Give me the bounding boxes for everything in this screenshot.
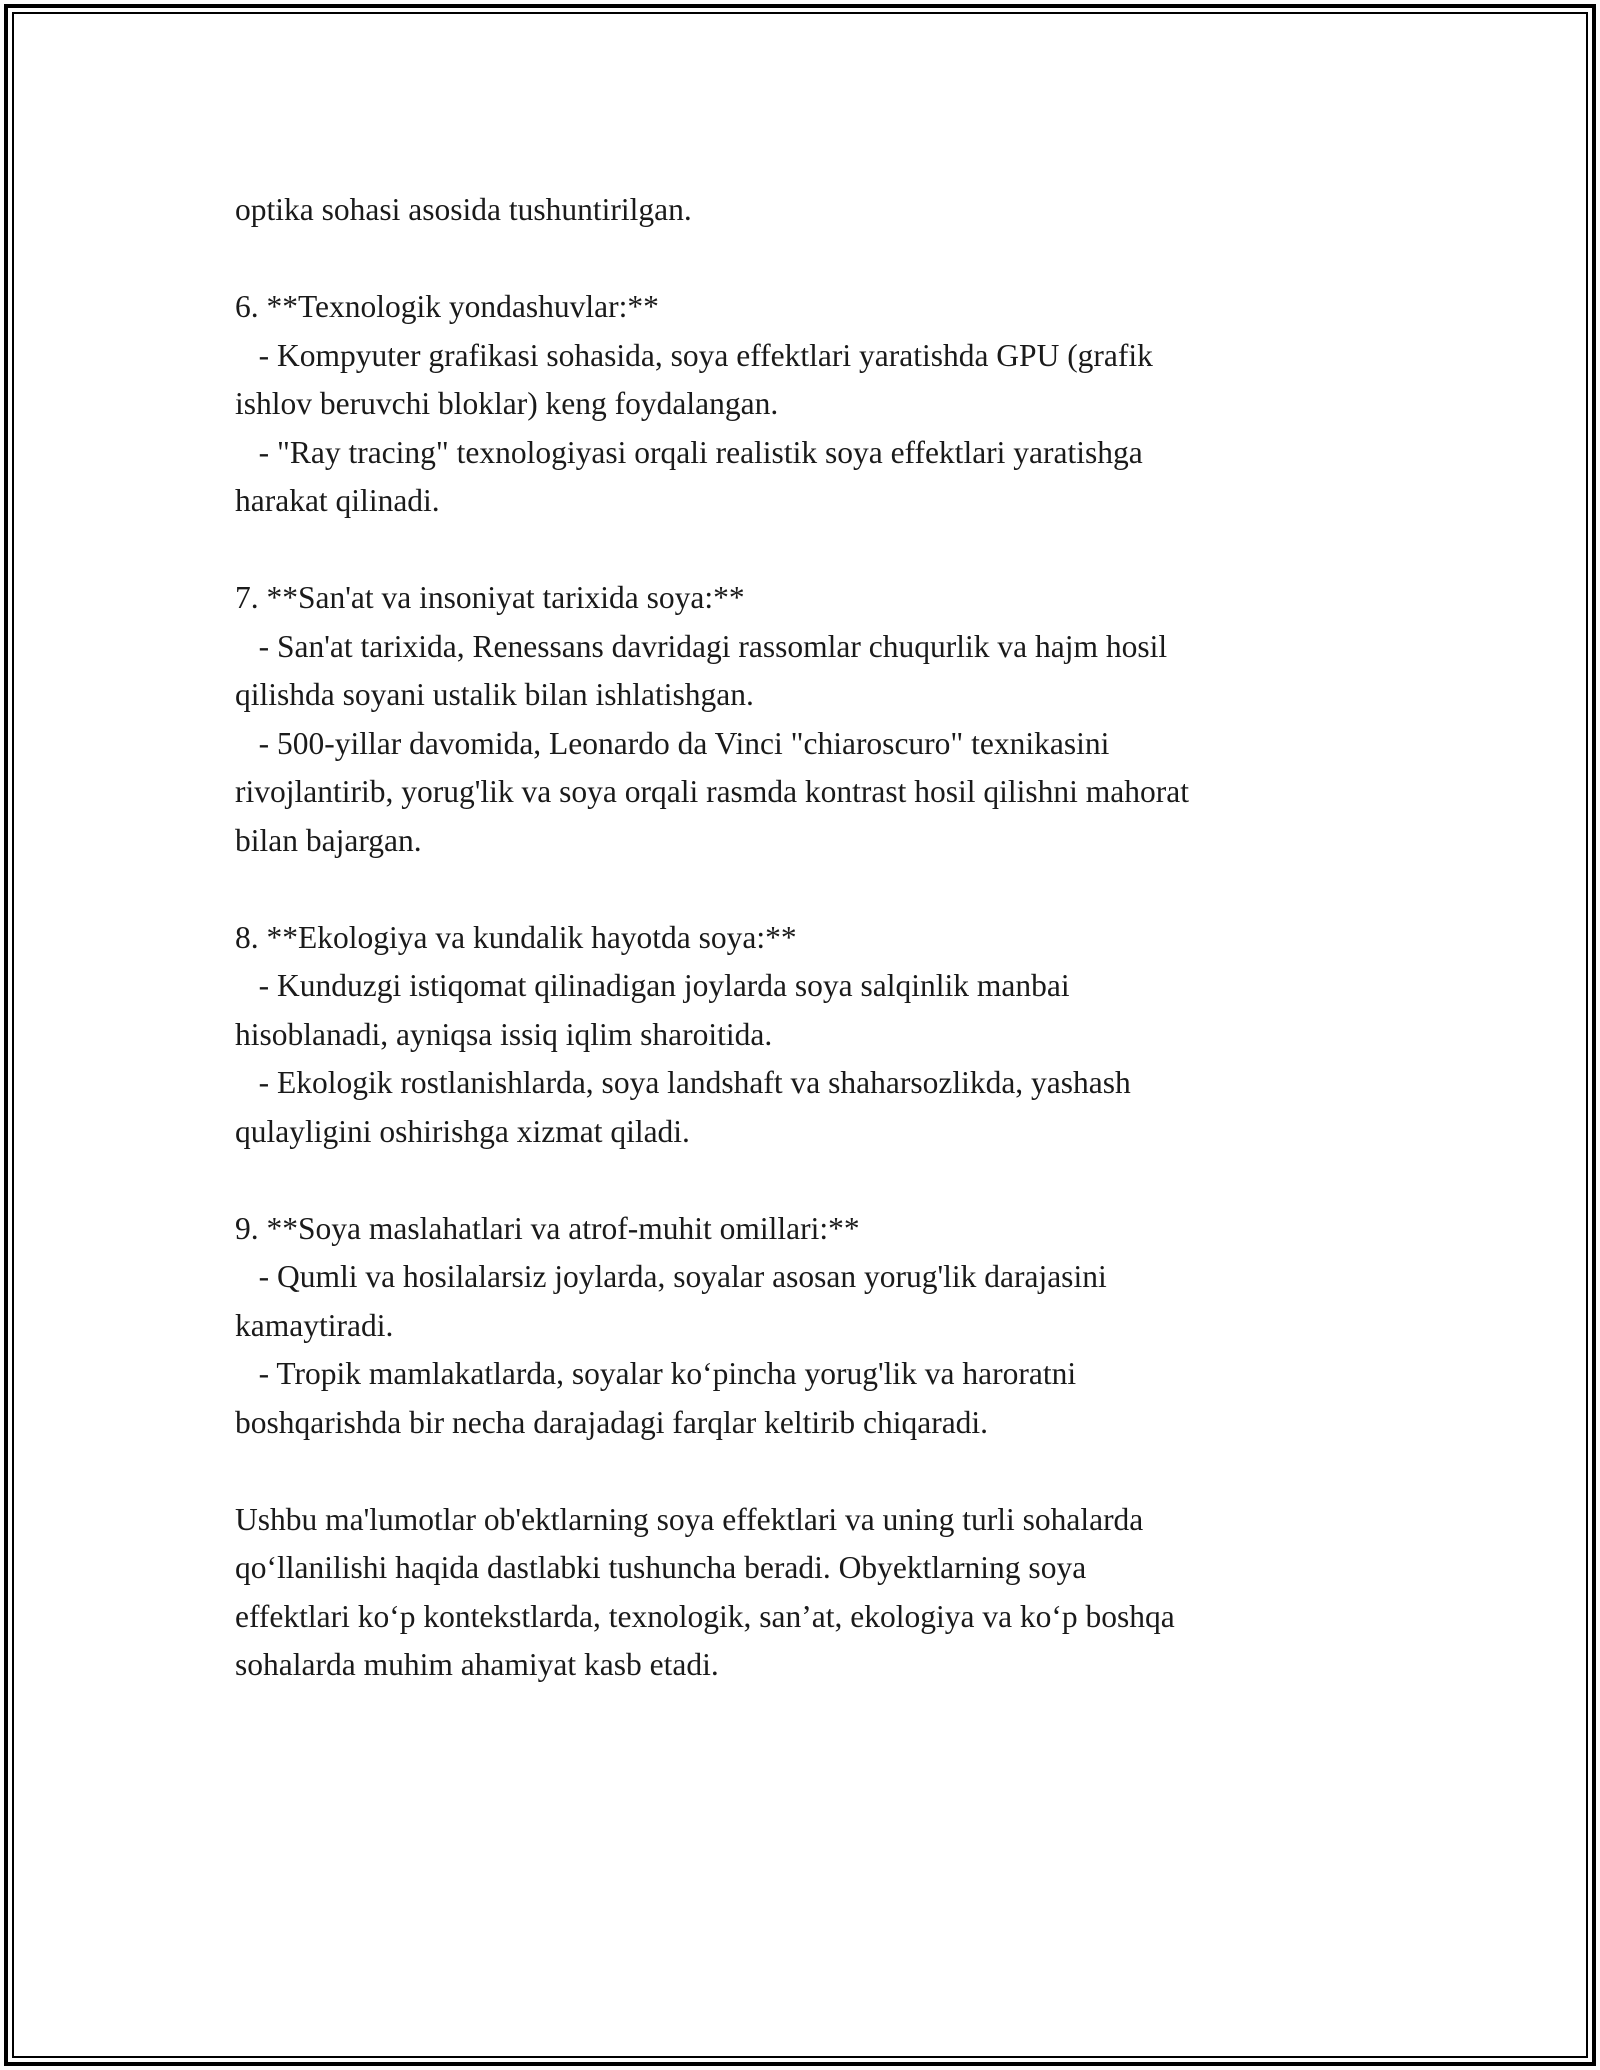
blank-line [235, 1156, 1375, 1205]
text-line: - Tropik mamlakatlarda, soyalar ko‘pincha yorug'lik va haroratni [235, 1356, 1077, 1391]
text-line: qilishda soyani ustalik bilan ishlatishgan. [235, 677, 754, 712]
blank-line [235, 526, 1375, 575]
text-line: ishlov beruvchi bloklar) keng foydalangan. [235, 386, 779, 421]
summary-paragraph-line: Ushbu ma'lumotlar ob'ektlarning soya effektlari va uning turli sohalarda [235, 1501, 1144, 1537]
text-line: kamaytiradi. [235, 1307, 394, 1343]
section-heading-8: 8. **Ekologiya va kundalik hayotda soya:** [235, 919, 797, 955]
text-line: - "Ray tracing" texnologiyasi orqali realistik soya effektlari yaratishga [235, 434, 1143, 470]
text-line: - Ekologik rostlanishlarda, soya landshaft va shaharsozlikda, yashash [235, 1065, 1131, 1100]
text-line: rivojlantirib, yorug'lik va soya orqali rasmda kontrast hosil qilishni mahorat [235, 774, 1190, 809]
text-line: - Qumli va hosilalarsiz joylarda, soyalar asosan yorug'lik darajasini [235, 1259, 1107, 1294]
section-heading-6: 6. **Texnologik yondashuvlar:** [235, 289, 659, 324]
text-line: harakat qilinadi. [235, 483, 440, 518]
blank-line [235, 865, 1375, 914]
text-line: boshqarishda bir necha darajadagi farqlar keltirib chiqaradi. [235, 1404, 989, 1440]
summary-paragraph-line: effektlari ko‘p kontekstlarda, texnologik, san’at, ekologiya va ko‘p boshqa [235, 1598, 1175, 1634]
section-heading-9: 9. **Soya maslahatlari va atrof-muhit omillari:** [235, 1210, 860, 1246]
blank-line [235, 1447, 1375, 1496]
blank-line [235, 235, 1375, 284]
summary-paragraph-line: qo‘llanilishi haqida dastlabki tushuncha beradi. Obyektlarning soya [235, 1550, 1087, 1585]
text-line: - San'at tarixida, Renessans davridagi rassomlar chuqurlik va hajm hosil [235, 628, 1168, 664]
text-line: hisoblanadi, ayniqsa issiq iqlim sharoitida. [235, 1016, 773, 1052]
document-body [235, 186, 1375, 1690]
summary-paragraph-line: sohalarda muhim ahamiyat kasb etadi. [235, 1647, 719, 1682]
text-line: - Kompyuter grafikasi sohasida, soya effektlari yaratishda GPU (grafik [235, 337, 1153, 373]
text-line: bilan bajargan. [235, 822, 422, 858]
text-line: optika sohasi asosida tushuntirilgan. [235, 192, 692, 227]
text-line: qulayligini oshirishga xizmat qiladi. [235, 1113, 690, 1149]
section-heading-7: 7. **San'at va insoniyat tarixida soya:** [235, 580, 745, 615]
text-line: - Kunduzgi istiqomat qilinadigan joylarda soya salqinlik manbai [235, 968, 1070, 1003]
text-line: - 500-yillar davomida, Leonardo da Vinci "chiaroscuro" texnikasini [235, 725, 1110, 761]
